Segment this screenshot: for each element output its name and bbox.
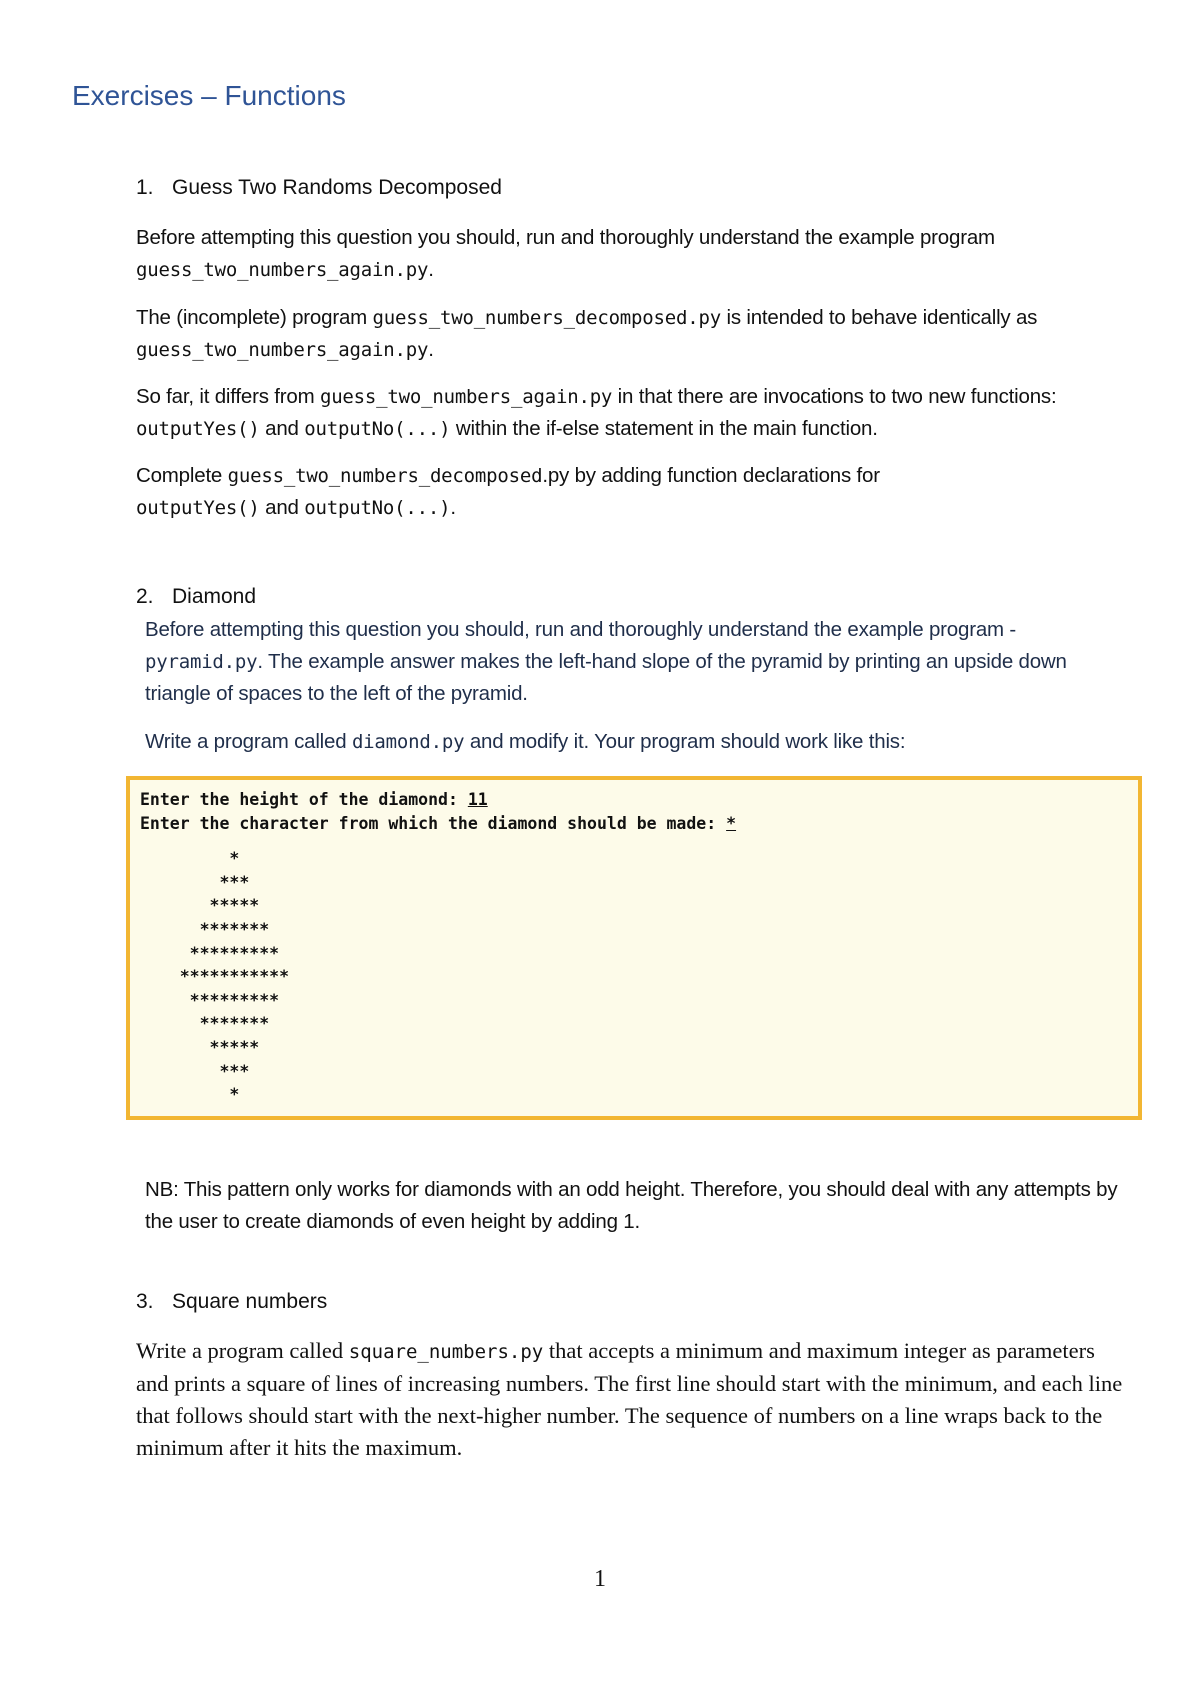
page-number: 1: [594, 1566, 606, 1592]
exercise-1-number: 1.: [136, 176, 154, 199]
code-filename: guess_two_numbers_again.py: [136, 259, 429, 281]
exercise-2-paragraph-2: Write a program called diamond.py and modify it. Your program should work like this:: [145, 730, 906, 753]
exercise-3-number: 3.: [136, 1290, 154, 1313]
exercise-3-heading: [136, 1290, 327, 1314]
code-filename: guess_two_numbers_again.py: [319, 386, 613, 408]
exercise-1-title: Guess Two Randoms Decomposed: [172, 176, 502, 199]
exercise-1-paragraph-2: The (incomplete) program guess_two_numbers_decomposed.py is intended to behave identically as guess_two_numbers_again.py.: [136, 306, 1038, 361]
code-filename: guess_two_numbers_decomposed: [227, 465, 543, 487]
console-input-height: 11: [467, 790, 488, 809]
document-title: Exercises – Functions: [72, 80, 346, 111]
code-function: outputNo(...): [304, 418, 451, 440]
exercise-2-number: 2.: [136, 585, 154, 608]
exercise-1-heading: [136, 176, 502, 200]
exercise-2-paragraph-1: Before attempting this question you should, run and thoroughly understand the example program - pyramid.py. The example answer makes the left-hand slope of the pyramid by printing an upside down triangle of spaces to the left of the pyramid.: [145, 618, 1067, 705]
exercise-1-paragraph-1: Before attempting this question you should, run and thoroughly understand the example program guess_two_numbers_again.py.: [136, 226, 995, 281]
console-prompt-character: Enter the character from which the diamond should be made: *: [140, 813, 737, 833]
code-filename: guess_two_numbers_decomposed.py: [372, 307, 721, 329]
code-function: outputYes(): [136, 497, 260, 519]
exercise-1-paragraph-3: So far, it differs from guess_two_numbers_again.py in that there are invocations to two new functions: outputYes() and outputNo(...) within the if-else statement in the main function.: [136, 385, 1057, 440]
diamond-output: * *** ***** ******* ********* *********** ********* ******* ***** *** *: [179, 849, 290, 1105]
exercise-3-title: Square numbers: [172, 1290, 328, 1313]
code-filename: diamond.py: [351, 731, 465, 753]
console-prompt-height: Enter the height of the diamond: 11: [140, 790, 488, 809]
console-output-box: [126, 776, 1142, 1120]
exercise-1-paragraph-4: Complete guess_two_numbers_decomposed.py by adding function declarations for outputYes() and outputNo(...).: [136, 464, 880, 519]
code-filename: square_numbers.py: [348, 1341, 544, 1363]
exercise-2-note: NB: This pattern only works for diamonds with an odd height. Therefore, you should deal with any attempts by the user to create diamonds of even height by adding 1.: [145, 1178, 1118, 1233]
code-filename: pyramid.py: [145, 651, 258, 673]
exercise-3-paragraph-1: Write a program called square_numbers.py that accepts a minimum and maximum integer as parameters and prints a square of lines of increasing numbers. The first line should start with the minimum, and each line that follows should start with the next-higher number. The sequence of numbers on a line wraps back to the minimum after it hits the maximum.: [136, 1338, 1123, 1460]
code-function: outputNo(...): [304, 497, 451, 519]
exercise-2-title: Diamond: [172, 585, 257, 608]
console-input-character: *: [726, 813, 737, 833]
code-function: outputYes(): [136, 418, 260, 440]
code-filename: guess_two_numbers_again.py: [136, 339, 429, 361]
exercise-2-heading: [136, 585, 256, 609]
